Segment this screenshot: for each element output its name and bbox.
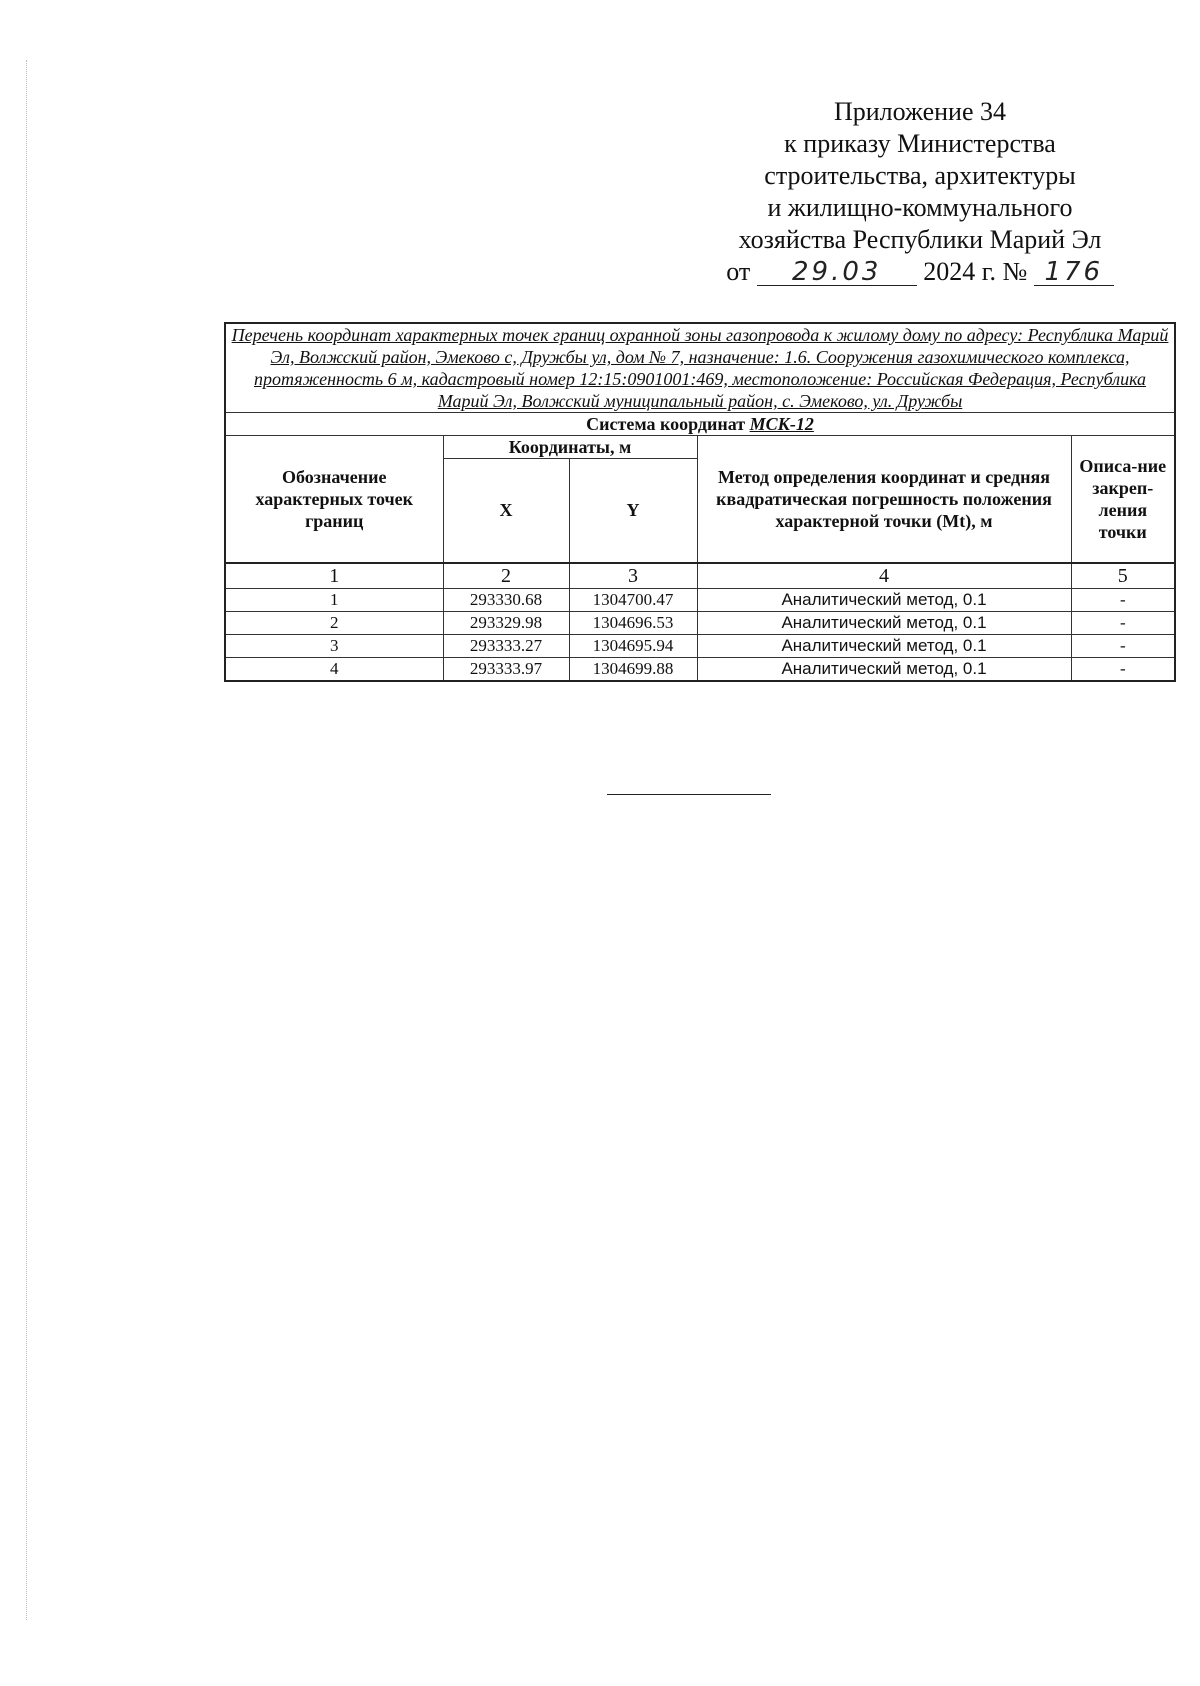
order-date-line xyxy=(690,256,1150,288)
appendix-number: Приложение 34 xyxy=(833,97,1007,126)
end-of-document-rule xyxy=(607,794,771,795)
coord-system-value: МСК-12 xyxy=(749,414,814,434)
coord-system-row xyxy=(225,413,1175,436)
ministry-name-line-1: строительства, архитектуры xyxy=(764,161,1076,190)
x-cell: 293330.68 xyxy=(443,588,569,611)
x-cell: 293333.97 xyxy=(443,657,569,681)
column-number: 3 xyxy=(569,563,697,589)
table-row xyxy=(225,611,1175,634)
column-number: 2 xyxy=(443,563,569,589)
description-cell: - xyxy=(1071,657,1175,681)
method-cell: Аналитический метод, 0.1 xyxy=(697,588,1071,611)
point-cell: 1 xyxy=(225,588,443,611)
column-number: 5 xyxy=(1071,563,1175,589)
appendix-header xyxy=(690,96,1150,288)
order-reference: к приказу Министерства xyxy=(784,129,1056,158)
description-cell: - xyxy=(1071,634,1175,657)
point-cell: 4 xyxy=(225,657,443,681)
x-cell: 293329.98 xyxy=(443,611,569,634)
header-point-designation: Обозначение характерных точек границ xyxy=(225,436,443,563)
y-cell: 1304699.88 xyxy=(569,657,697,681)
date-prefix: от xyxy=(726,257,751,286)
method-cell: Аналитический метод, 0.1 xyxy=(697,634,1071,657)
coordinates-table xyxy=(224,322,1176,682)
header-row-1 xyxy=(225,436,1175,459)
column-number: 4 xyxy=(697,563,1071,589)
ministry-name-line-2: и жилищно-коммунального xyxy=(767,193,1073,222)
method-cell: Аналитический метод, 0.1 xyxy=(697,611,1071,634)
handwritten-order-number xyxy=(1034,259,1114,286)
point-cell: 3 xyxy=(225,634,443,657)
ministry-name-line-3: хозяйства Республики Марий Эл xyxy=(738,225,1102,254)
order-year-number-label: 2024 г. № xyxy=(923,257,1028,286)
handwritten-date-text: 29.03 xyxy=(792,257,882,287)
handwritten-date xyxy=(757,259,917,286)
column-number: 1 xyxy=(225,563,443,589)
description-cell: - xyxy=(1071,588,1175,611)
table-caption-row xyxy=(225,323,1175,413)
scan-edge-line xyxy=(26,60,27,1620)
y-cell: 1304700.47 xyxy=(569,588,697,611)
header-method: Метод определения координат и средняя квадратическая погрешность положения характерной точки (Mt), м xyxy=(697,436,1071,563)
point-cell: 2 xyxy=(225,611,443,634)
x-cell: 293333.27 xyxy=(443,634,569,657)
coord-system-label: Система координат xyxy=(586,414,746,434)
handwritten-number-text: 176 xyxy=(1044,257,1104,287)
method-cell: Аналитический метод, 0.1 xyxy=(697,657,1071,681)
y-cell: 1304695.94 xyxy=(569,634,697,657)
description-cell: - xyxy=(1071,611,1175,634)
header-description: Описа-ние закреп-ления точки xyxy=(1071,436,1175,563)
table-caption: Перечень координат характерных точек границ охранной зоны газопровода к жилому дому по адресу: Республика Марий Эл, Волжский район, Эмеково с, Дружбы ул, дом № 7, назначение: 1.6. Сооружения газохимического комплекса, протяженность 6 м, кадастровый номер 12:15:0901001:469, местоположение: Российская Федерация, Республика Марий Эл, Волжский муниципальный район, с. Эмеково, ул. Дружбы xyxy=(225,323,1175,413)
table-row xyxy=(225,634,1175,657)
y-cell: 1304696.53 xyxy=(569,611,697,634)
coord-system-cell xyxy=(225,413,1175,436)
table-row xyxy=(225,588,1175,611)
header-coordinates: Координаты, м xyxy=(443,436,697,459)
header-y: Y xyxy=(569,459,697,563)
header-x: X xyxy=(443,459,569,563)
table-row xyxy=(225,657,1175,681)
column-number-row xyxy=(225,563,1175,589)
